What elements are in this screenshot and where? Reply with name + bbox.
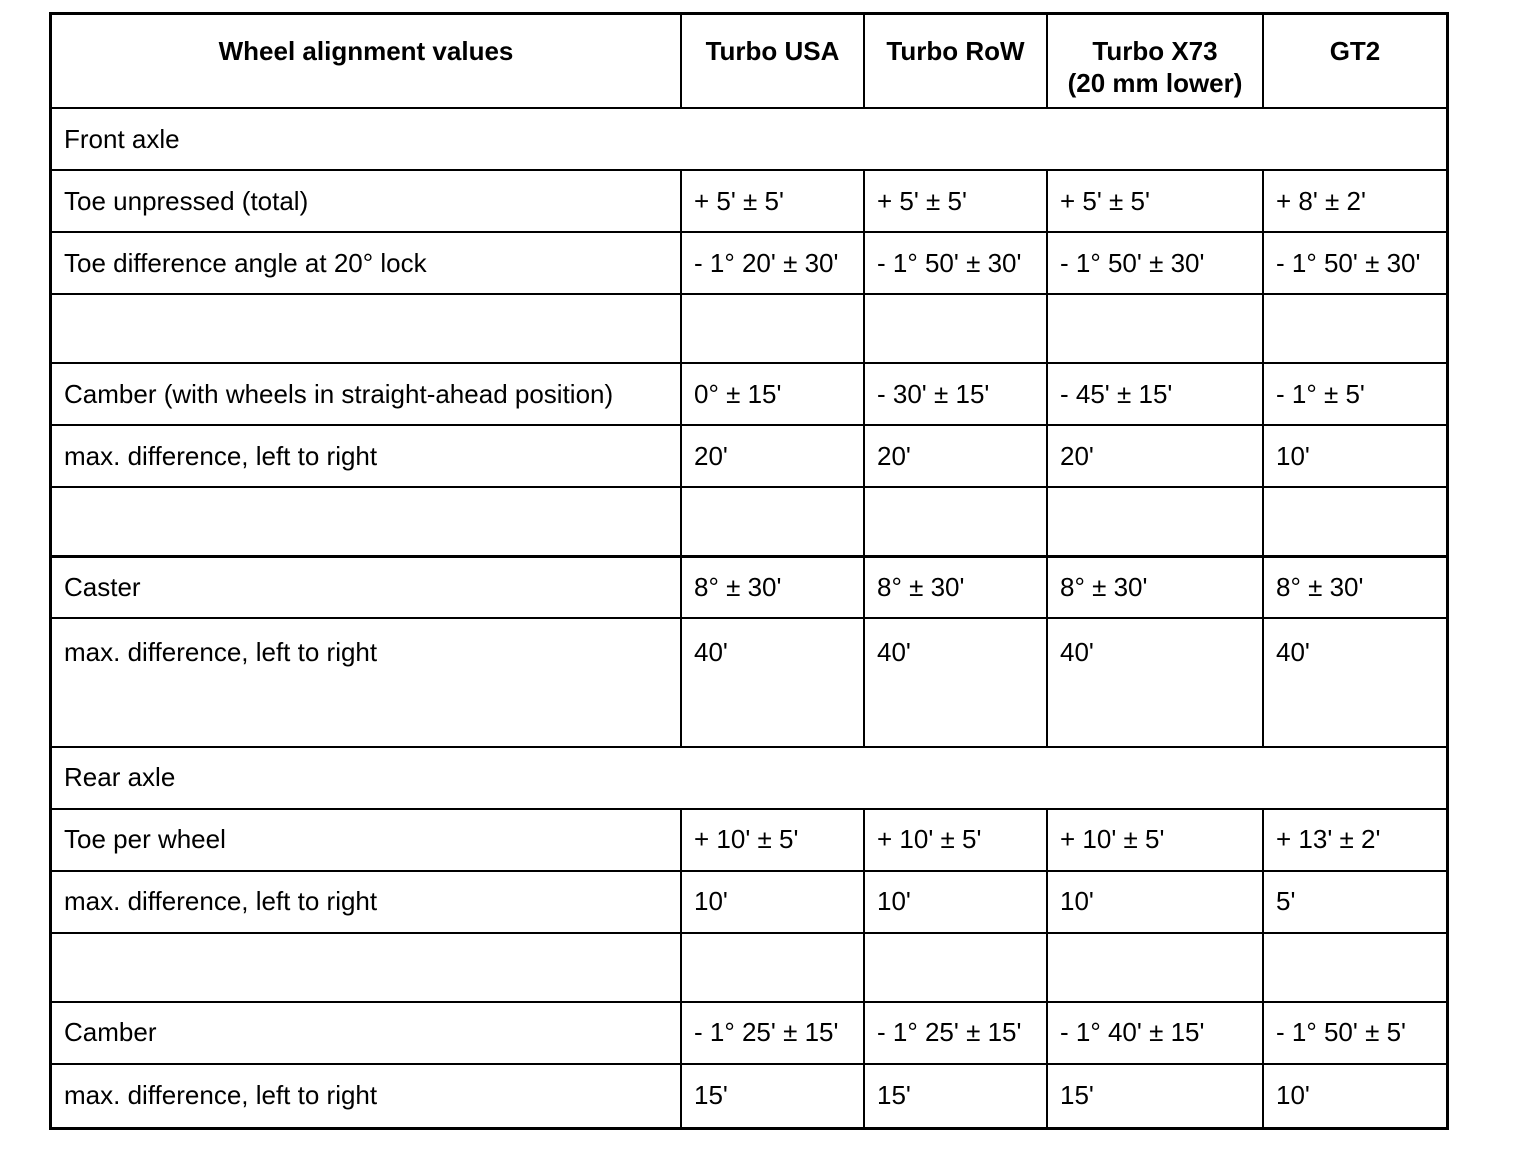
row-label: max. difference, left to right: [52, 425, 681, 487]
cell-value: + 5' ± 5': [864, 170, 1047, 232]
empty-row: [52, 933, 1446, 1002]
empty-row: [52, 487, 1446, 556]
empty-cell: [864, 294, 1047, 363]
empty-cell: [52, 294, 681, 363]
row-label: Camber (with wheels in straight-ahead position): [52, 363, 681, 425]
header-col-turbo-row: [864, 15, 1047, 108]
cell-value: 10': [1263, 1064, 1446, 1127]
cell-value: + 8' ± 2': [1263, 170, 1446, 232]
cell-value: - 1° 25' ± 15': [864, 1002, 1047, 1064]
cell-value: 40': [1047, 618, 1263, 746]
header-col-turbo-x73: [1047, 15, 1263, 108]
table-row: [52, 809, 1446, 871]
cell-value: - 1° 50' ± 30': [1263, 232, 1446, 294]
empty-cell: [1263, 933, 1446, 1002]
empty-cell: [52, 933, 681, 1002]
row-label: Camber: [52, 1002, 681, 1064]
empty-cell: [681, 933, 864, 1002]
table-row: [52, 618, 1446, 746]
empty-cell: [1047, 294, 1263, 363]
row-label: max. difference, left to right: [52, 1064, 681, 1127]
row-label: Caster: [52, 556, 681, 618]
empty-cell: [681, 487, 864, 556]
empty-cell: [1047, 487, 1263, 556]
empty-cell: [1263, 487, 1446, 556]
empty-cell: [864, 933, 1047, 1002]
cell-value: + 10' ± 5': [1047, 809, 1263, 871]
header-col-gt2: [1263, 15, 1446, 108]
table-row: [52, 1064, 1446, 1127]
row-label: Toe unpressed (total): [52, 170, 681, 232]
cell-value: 10': [681, 871, 864, 933]
cell-value: 10': [1263, 425, 1446, 487]
cell-value: - 30' ± 15': [864, 363, 1047, 425]
cell-value: - 1° 50' ± 5': [1263, 1002, 1446, 1064]
cell-value: - 1° 40' ± 15': [1047, 1002, 1263, 1064]
header-col-turbo-usa: [681, 15, 864, 108]
table-row: [52, 425, 1446, 487]
table-row: [52, 556, 1446, 618]
header-label: Wheel alignment values: [52, 15, 681, 108]
cell-value: 5': [1263, 871, 1446, 933]
table-row: [52, 1002, 1446, 1064]
cell-value: - 1° 25' ± 15': [681, 1002, 864, 1064]
empty-cell: [52, 487, 681, 556]
header-col-line1: Turbo X73: [1092, 36, 1218, 66]
empty-cell: [681, 294, 864, 363]
cell-value: 10': [1047, 871, 1263, 933]
cell-value: + 5' ± 5': [1047, 170, 1263, 232]
table-row: [52, 232, 1446, 294]
table-row: [52, 170, 1446, 232]
table-row: [52, 871, 1446, 933]
section-row-rear-axle: [52, 747, 1446, 809]
cell-value: 8° ± 30': [681, 556, 864, 618]
cell-value: 15': [1047, 1064, 1263, 1127]
wheel-alignment-table: [52, 15, 1446, 1127]
cell-value: + 13' ± 2': [1263, 809, 1446, 871]
row-label: max. difference, left to right: [52, 618, 681, 746]
cell-value: + 5' ± 5': [681, 170, 864, 232]
header-col-line1: Turbo USA: [705, 36, 840, 66]
cell-value: 20': [681, 425, 864, 487]
empty-row: [52, 294, 1446, 363]
empty-cell: [1263, 294, 1446, 363]
cell-value: - 1° 50' ± 30': [864, 232, 1047, 294]
cell-value: 20': [864, 425, 1047, 487]
cell-value: - 45' ± 15': [1047, 363, 1263, 425]
cell-value: - 1° 50' ± 30': [1047, 232, 1263, 294]
section-label: Front axle: [52, 108, 1446, 170]
row-label: Toe difference angle at 20° lock: [52, 232, 681, 294]
cell-value: 15': [864, 1064, 1047, 1127]
row-label: Toe per wheel: [52, 809, 681, 871]
cell-value: 10': [864, 871, 1047, 933]
cell-value: 20': [1047, 425, 1263, 487]
cell-value: 8° ± 30': [1047, 556, 1263, 618]
section-row-front-axle: [52, 108, 1446, 170]
cell-value: 8° ± 30': [864, 556, 1047, 618]
cell-value: 40': [864, 618, 1047, 746]
cell-value: 0° ± 15': [681, 363, 864, 425]
cell-value: + 10' ± 5': [864, 809, 1047, 871]
cell-value: 40': [1263, 618, 1446, 746]
wheel-alignment-table-frame: [49, 12, 1449, 1130]
cell-value: - 1° 20' ± 30': [681, 232, 864, 294]
cell-value: - 1° ± 5': [1263, 363, 1446, 425]
section-label: Rear axle: [52, 747, 1446, 809]
header-col-line1: Turbo RoW: [886, 36, 1025, 66]
empty-cell: [1047, 933, 1263, 1002]
empty-cell: [864, 487, 1047, 556]
table-row: [52, 363, 1446, 425]
header-col-line2: (20 mm lower): [1067, 68, 1243, 98]
cell-value: + 10' ± 5': [681, 809, 864, 871]
header-row: [52, 15, 1446, 108]
header-col-line1: GT2: [1329, 36, 1381, 66]
cell-value: 15': [681, 1064, 864, 1127]
row-label: max. difference, left to right: [52, 871, 681, 933]
cell-value: 40': [681, 618, 864, 746]
cell-value: 8° ± 30': [1263, 556, 1446, 618]
